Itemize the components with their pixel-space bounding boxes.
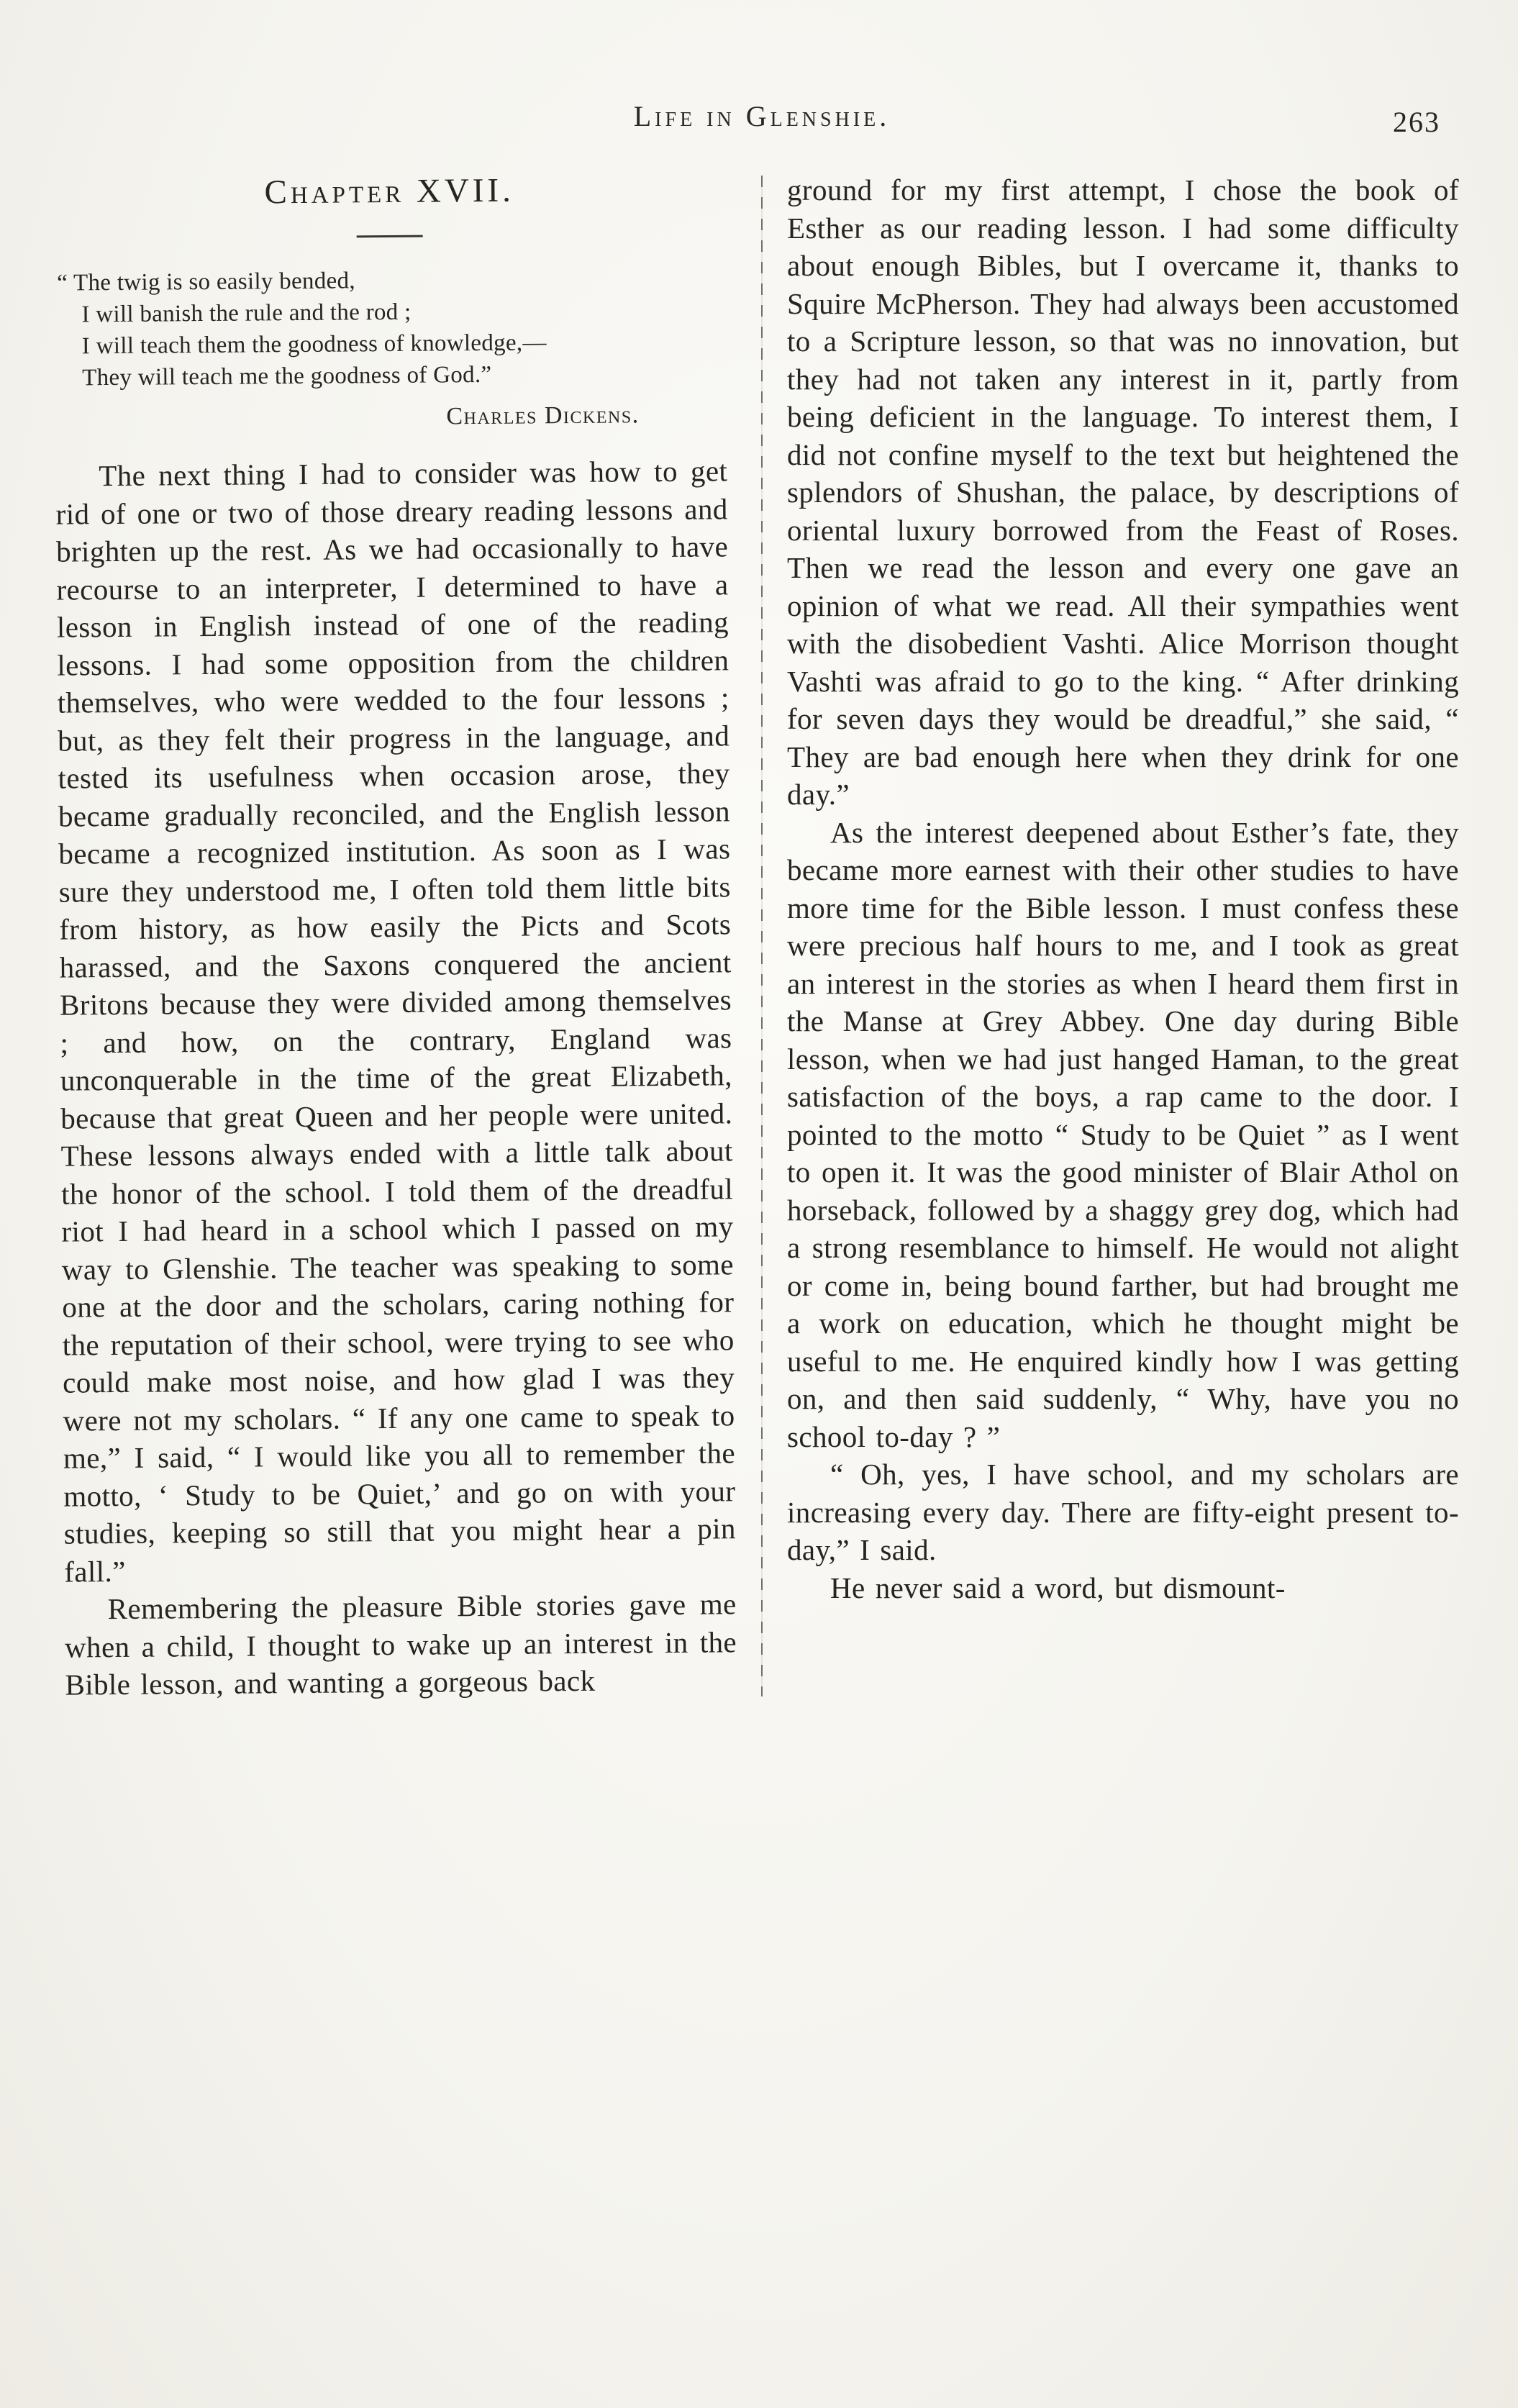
chapter-heading: Chapter XVII. [264, 171, 515, 212]
paragraph: The next thing I had to consider was how to get rid of one or two of those dreary reading lessons and brighten up the rest. As we had occasionally to have recourse to an interpreter, I determined to have a lesson in English instead of one of the reading lessons. I had some opposition from the children themselves, who were wedded to the four lessons ; but, as they felt their progress in the language, and tested its usefulness when occasion arose, they became gradually reconciled, and the English lesson became a recognized institution. As soon as I was sure they understood me, I often told them little bits from history, as how easily the Picts and Scots harassed, and the Saxons conquered the ancient Britons because they were divided among themselves ; and how, on the contrary, England was unconquerable in the time of the great Elizabeth, because that great Queen and her people were united. These lessons always ended with a little talk about the honor of the school. I told them of the dreadful riot I had heard in a school which I passed on my way to Glenshie. The teacher was speaking to some one at the door and the scholars, caring nothing for the reputation of their school, were trying to see who could make most noise, and how glad I was they were not my scholars. “ If any one came to speak to me,” I said, “ I would like you all to remember the motto, ‘ Study to be Quiet,’ and go on with your studies, keeping so still that you might hear a pin fall.” [55, 454, 736, 1589]
epigraph-attribution: Charles Dickens. [446, 401, 640, 430]
epigraph [57, 262, 727, 435]
left-column [53, 166, 742, 1704]
paragraph-continuation: ground for my first attempt, I chose the book of Esther as our reading lesson. I had some difficulty about enough Bibles, but I overcame it, thanks to Squire McPherson. They had always been accustomed to a Scripture lesson, so that was no innovation, but they had not taken any interest in it, partly from being deficient in the language. To interest them, I did not confine myself to the text but heightened the splendors of Shushan, the palace, by descriptions of oriental luxury borrowed from the Feast of Roses. Then we read the lesson and every one gave an opinion of what we read. All their sympathies went with the disobedient Vashti. Alice Morrison thought Vashti was afraid to go to the king. “ After drinking for seven days they would be dreadful,” she said, “ They are bad enough here when they drink for one day.” [787, 173, 1459, 811]
text-columns [55, 171, 1459, 1704]
epigraph-line: They will teach me the goodness of God.” [82, 361, 492, 391]
paragraph: Remembering the pleasure Bible stories gave me when a child, I thought to wake up an interest in the Bible lesson, and wanting a gorgeous back [64, 1587, 737, 1701]
epigraph-line: I will teach them the goodness of knowledge,— [81, 330, 547, 360]
epigraph-line: “ The twig is so easily bended, [57, 268, 355, 296]
right-column [784, 171, 1459, 1607]
paragraph: He never said a word, but dismount- [830, 1571, 1286, 1604]
paragraph: As the interest deepened about Esther’s fate, they became more earnest with their other studies to have more time for the Bible lesson. I must confess these were precious half hours to me, and I took as great an interest in the stories as when I heard them first in the Manse at Grey Abbey. One day during Bible lesson, when we had just hanged Haman, to the great satisfaction of the boys, a rap came to the door. I pointed to the motto “ Study to be Quiet ” as I went to open it. It was the good minister of Blair Athol on horseback, followed by a shaggy grey dog, which had a strong resemblance to himself. He would not alight or come in, being bound farther, but had brought me a work on education, which he thought might be useful to me. He enquired kindly how I was getting on, and then said suddenly, “ Why, have you no school to-day ? ” [787, 815, 1459, 1453]
epigraph-line: I will banish the rule and the rod ; [81, 299, 412, 328]
page-number: 263 [1393, 106, 1440, 138]
paragraph: “ Oh, yes, I have school, and my scholars are increasing every day. There are fifty-eight present to-day,” I said. [787, 1458, 1459, 1566]
column-divider [761, 176, 763, 1696]
running-header [65, 99, 1459, 141]
chapter-divider-rule [357, 235, 423, 238]
running-title: Life in Glenshie. [633, 100, 891, 132]
